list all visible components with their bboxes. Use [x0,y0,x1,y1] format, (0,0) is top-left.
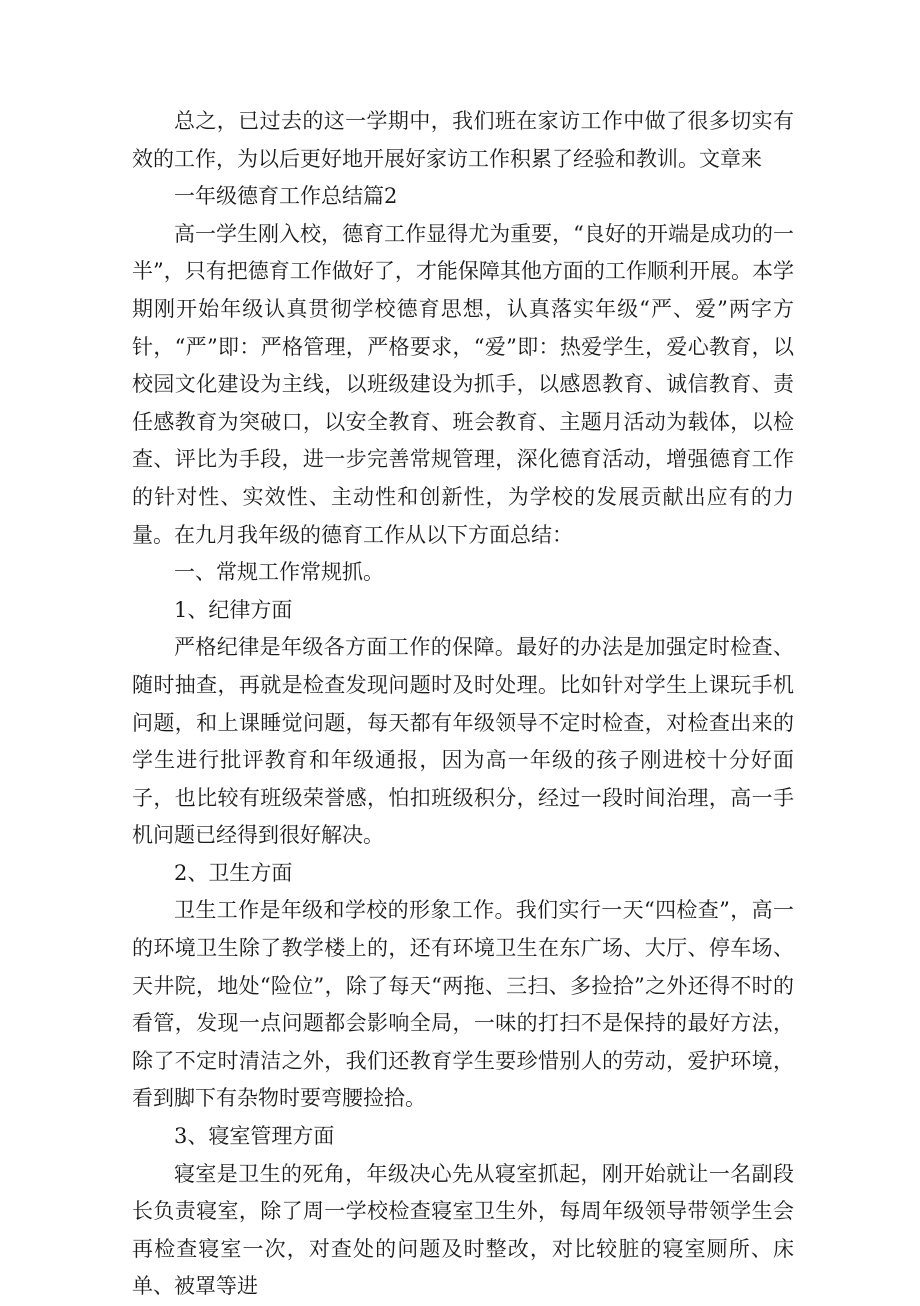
paragraph-discipline: 严格纪律是年级各方面工作的保障。最好的办法是加强定时检查、随时抽查，再就是检查发现问题时及时处理。比如针对学生上课玩手机问题，和上课睡觉问题，每天都有年级领导不定时检查，对检查出来的学生进行批评教育和年级通报，因为高一年级的孩子刚进校十分好面子，也比较有班级荣誉感，怕扣班级积分，经过一段时间治理，高一手机问题已经得到很好解决。 [132,635,794,848]
paragraph-intro: 高一学生刚入校，德育工作显得尤为重要，“良好的开端是成功的一半”，只有把德育工作做好了，才能保障其他方面的工作顺利开展。本学期刚开始年级认真贯彻学校德育思想，认真落实年级“严、爱”两字方针，“严”即：严格管理，严格要求，“爱”即：热爱学生，爱心教育，以校园文化建设为主线，以班级建设为抓手，以感恩教育、诚信教育、责任感教育为突破口，以安全教育、班会教育、主题月活动为载体，以检查、评比为手段，进一步完善常规管理，深化德育活动，增强德育工作的针对性、实效性、主动性和创新性，为学校的发展贡献出应有的力量。在九月我年级的德育工作从以下方面总结： [132,221,794,547]
heading-hygiene: 2、卫生方面 [174,860,293,885]
section-title: 一年级德育工作总结篇2 [174,184,398,209]
document-page [132,103,794,1306]
heading-dormitory: 3、寝室管理方面 [174,1124,335,1149]
paragraph-summary: 总之，已过去的这一学期中，我们班在家访工作中做了很多切实有效的工作，为以后更好地开展好家访工作积累了经验和教训。文章来 [132,109,794,171]
paragraph-hygiene: 卫生工作是年级和学校的形象工作。我们实行一天“四检查”，高一的环境卫生除了教学楼上的，还有环境卫生在东广场、大厅、停车场、天井院，地处“险位”，除了每天“两拖、三扫、多捡拾”之外还得不时的看管，发现一点问题都会影响全局，一味的打扫不是保持的最好方法，除了不定时清洁之外，我们还教育学生要珍惜别人的劳动，爱护环境，看到脚下有杂物时要弯腰捡拾。 [132,898,794,1111]
paragraph-dormitory: 寝室是卫生的死角，年级决心先从寝室抓起，刚开始就让一名副段长负责寝室，除了周一学校检查寝室卫生外，每周年级领导带领学生会再检查寝室一次，对查处的问题及时整改，对比较脏的寝室厕所、床单、被罩等进 [132,1161,794,1299]
heading-routine-work: 一、常规工作常规抓。 [174,560,384,585]
heading-discipline: 1、纪律方面 [174,597,293,622]
